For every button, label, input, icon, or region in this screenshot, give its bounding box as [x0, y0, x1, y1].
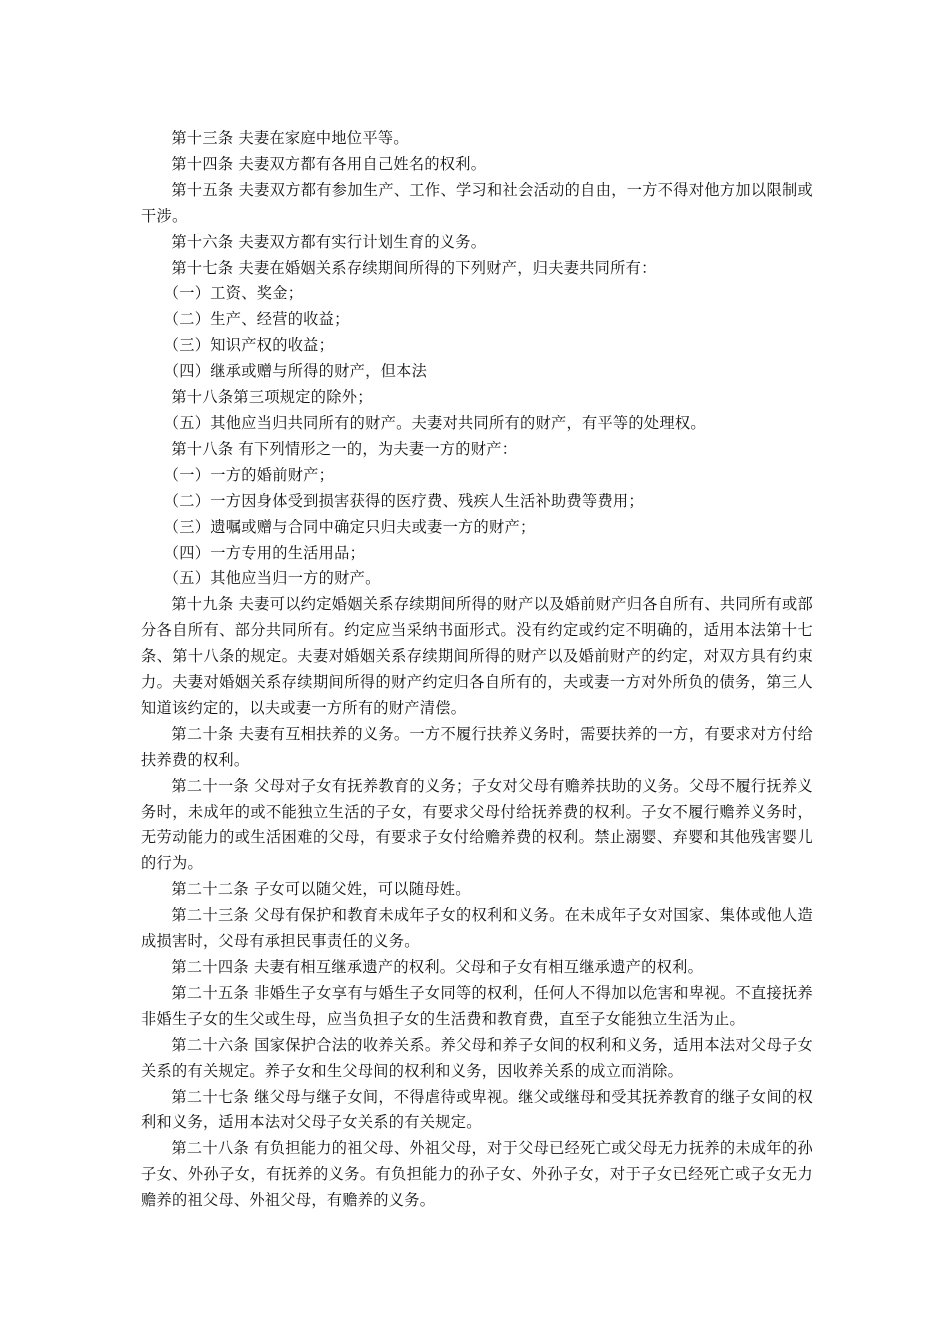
article-18-item-3: （三）遗嘱或赠与合同中确定只归夫或妻一方的财产； [163, 517, 536, 536]
article-21: 第二十一条 父母对子女有抚养教育的义务；子女对父母有赡养扶助的义务。父母不履行抚养义务时，未成年的或不能独立生活的子女，有要求父母付给抚养费的权利。子女不履行赡养义务时，无劳动能力的或生活困难的父母，有要求子女付给赡养费的权利。禁止溺婴、弃婴和其他残害婴儿的行为。 [141, 776, 813, 873]
article-17-item-1: （一）工资、奖金； [163, 284, 304, 303]
article-18-item-5: （五）其他应当归一方的财产。 [163, 569, 381, 588]
article-17: 第十七条 夫妻在婚姻关系存续期间所得的下列财产，归夫妻共同所有： [171, 258, 657, 277]
article-14: 第十四条 夫妻双方都有各用自己姓名的权利。 [171, 154, 487, 173]
article-18: 第十八条 有下列情形之一的，为夫妻一方的财产： [171, 439, 518, 458]
article-17-item-4-continued: 第十八条第三项规定的除外； [171, 388, 373, 407]
article-26: 第二十六条 国家保护合法的收养关系。养父母和养子女间的权利和义务，适用本法对父母子女关系的有关规定。养子女和生父母间的权利和义务，因收养关系的成立而消除。 [141, 1035, 813, 1080]
article-18-item-4: （四）一方专用的生活用品； [163, 543, 366, 562]
article-25: 第二十五条 非婚生子女享有与婚生子女同等的权利，任何人不得加以危害和卑视。不直接抚养非婚生子女的生父或生母，应当负担子女的生活费和教育费，直至子女能独立生活为止。 [141, 983, 813, 1028]
article-23: 第二十三条 父母有保护和教育未成年子女的权利和义务。在未成年子女对国家、集体或他人造成损害时，父母有承担民事责任的义务。 [141, 906, 813, 951]
article-22: 第二十二条 子女可以随父姓，可以随母姓。 [171, 880, 471, 899]
article-17-item-2: （二）生产、经营的收益； [163, 310, 350, 329]
article-24: 第二十四条 夫妻有相互继承遗产的权利。父母和子女有相互继承遗产的权利。 [171, 958, 704, 976]
article-18-item-1: （一）一方的婚前财产； [163, 465, 335, 484]
article-19: 第十九条 夫妻可以约定婚姻关系存续期间所得的财产以及婚前财产归各自所有、共同所有或部分各自所有、部分共同所有。约定应当采纳书面形式。没有约定或约定不明确的，适用本法第十七条、第十八条的规定。夫妻对婚姻关系存续期间所得的财产以及婚前财产的约定，对双方具有约束力。夫妻对婚姻关系存续期间所得的财产约定归各自所有的，夫或妻一方对外所负的债务，第三人知道该约定的，以夫或妻一方所有的财产清偿。 [141, 595, 813, 717]
document-body [141, 126, 813, 1214]
article-28: 第二十八条 有负担能力的祖父母、外祖父母，对于父母已经死亡或父母无力抚养的未成年的孙子女、外孙子女，有抚养的义务。有负担能力的孙子女、外孙子女，对于子女已经死亡或子女无力赡养的祖父母、外祖父母，有赡养的义务。 [141, 1139, 813, 1210]
article-16: 第十六条 夫妻双方都有实行计划生育的义务。 [171, 232, 487, 251]
article-13: 第十三条 夫妻在家庭中地位平等。 [171, 129, 409, 147]
article-17-item-4: （四）继承或赠与所得的财产，但本法 [163, 362, 428, 381]
article-15: 第十五条 夫妻双方都有参加生产、工作、学习和社会活动的自由，一方不得对他方加以限制或干涉。 [141, 180, 813, 225]
article-17-item-3: （三）知识产权的收益； [163, 336, 335, 355]
article-17-item-5: （五）其他应当归共同所有的财产。夫妻对共同所有的财产，有平等的处理权。 [163, 413, 706, 432]
article-27: 第二十七条 继父母与继子女间，不得虐待或卑视。继父或继母和受其抚养教育的继子女间的权利和义务，适用本法对父母子女关系的有关规定。 [141, 1087, 813, 1132]
article-18-item-2: （二）一方因身体受到损害获得的医疗费、残疾人生活补助费等费用； [163, 491, 644, 510]
article-20: 第二十条 夫妻有互相扶养的义务。一方不履行扶养义务时，需要扶养的一方，有要求对方付给扶养费的权利。 [141, 724, 813, 769]
